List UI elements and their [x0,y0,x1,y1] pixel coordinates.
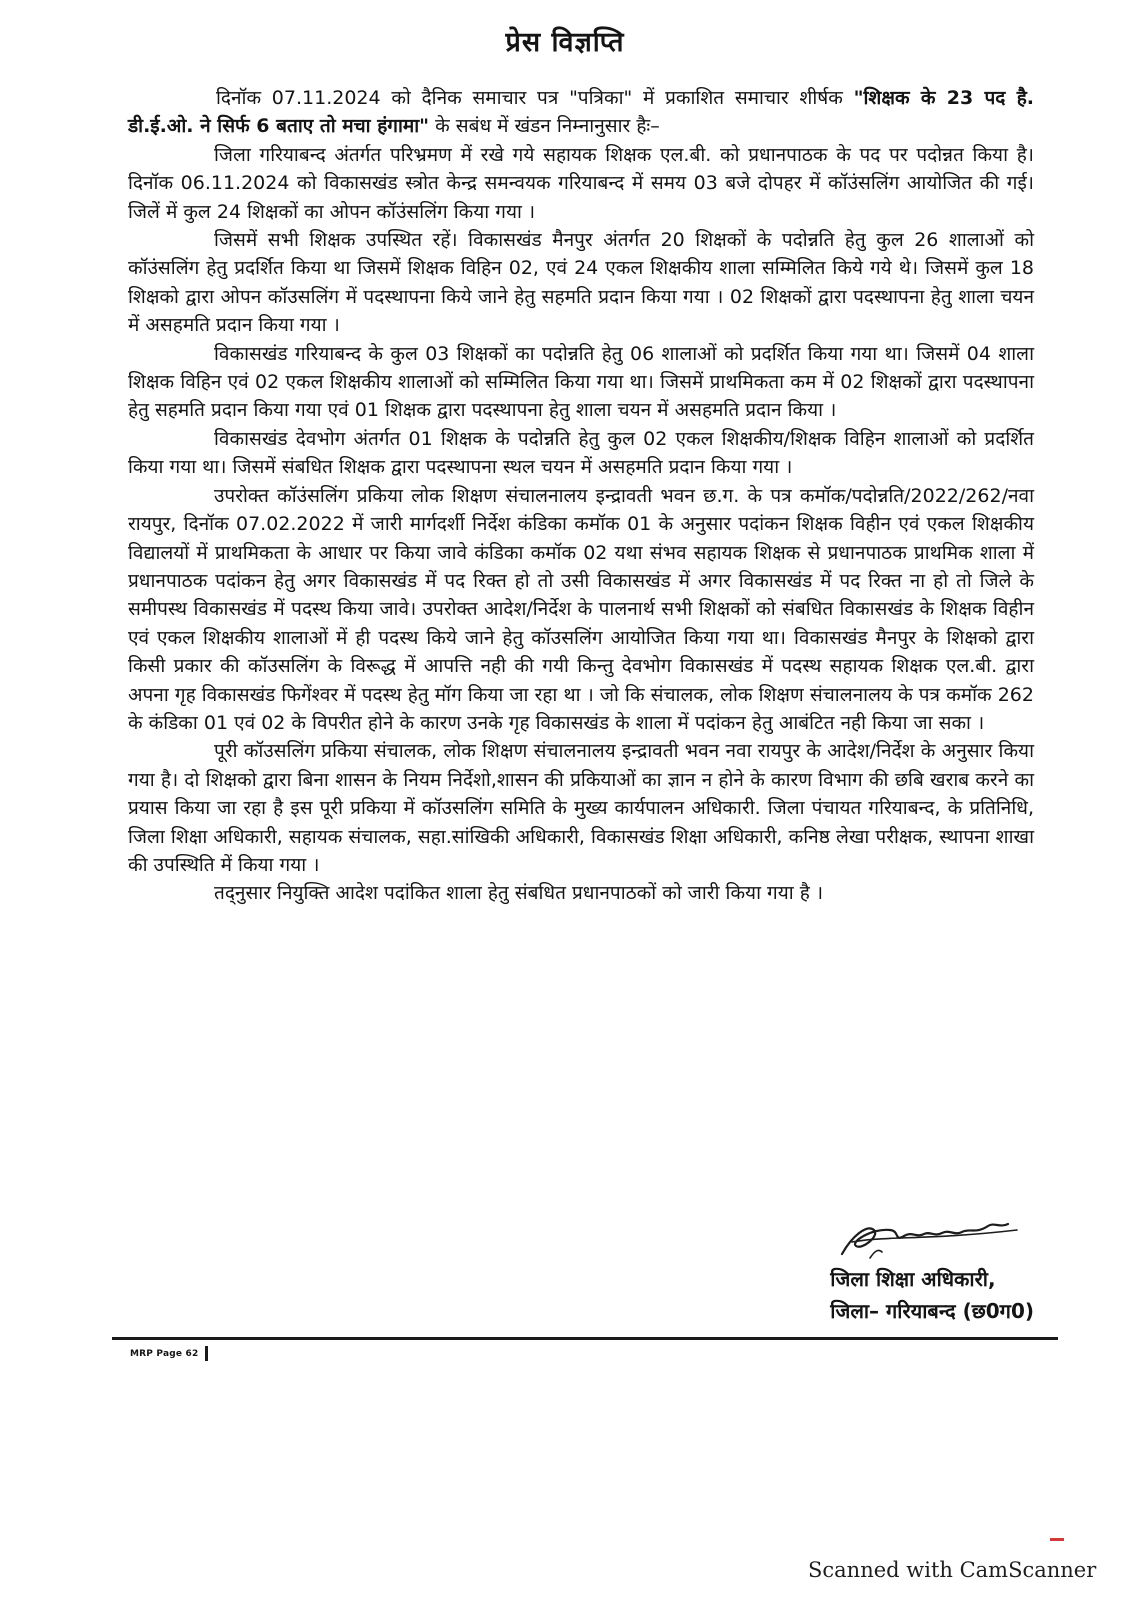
page-title: प्रेस विज्ञप्ति [505,27,625,58]
news-headline: "शिक्षक के 23 पद है. डी.ई.ओ. ने सिर्फ 6 बताए तो मचा हंगामा" [128,87,1034,138]
intro-text-after: के सबंध में खंडन निम्नानुसार हैः– [429,115,660,138]
signatory-district: जिला– गरियाबन्द (छ0ग0) [830,1299,1034,1323]
signatory-designation: जिला शिक्षा अधिकारी, [830,1267,996,1291]
signatory-block [830,1263,1034,1327]
page-code: MRP Page 62 [130,1349,199,1359]
paragraph-counselling: जिला गरियाबन्द अंतर्गत परिभ्रमण में रखे गये सहायक शिक्षक एल.बी. को प्रधानपाठक के पद पर पदोन्नत किया है। दिनॉक 06.11.2024 को विकासखंड स्त्रोत केन्द्र समन्वयक गरियाबन्द में समय 03 बजे दोपहर में कॉउंसलिंग आयोजित की गई। जिलें में कुल 24 शिक्षकों का ओपन कॉउंसलिंग किया गया । [128,143,1034,223]
paragraph-devbhog: विकासखंड देवभोग अंतर्गत 01 शिक्षक के पदोन्नति हेतु कुल 02 एकल शिक्षकीय/शिक्षक विहिन शालाओं को प्रदर्शित किया गया था। जिसमें संबधित शिक्षक द्वारा पदस्थापना स्थल चयन में असहमति प्रदान किया गया । [128,427,1034,479]
page-code-marker [205,1346,208,1361]
paragraph-mainpur: जिसमें सभी शिक्षक उपस्थित रहें। विकासखंड मैनपुर अंतर्गत 20 शिक्षकों के पदोन्नति हेतु कुल 26 शालाओं को कॉउंसलिंग हेतु प्रदर्शित किया था जिसमें शिक्षक विहिन 02, एवं 24 एकल शिक्षकीय शाला सम्मिलित किये गये थे। जिसमें कुल 18 शिक्षको द्वारा ओपन कॉउसलिंग में पदस्थापना किये जाने हेतु सहमति प्रदान किया गया । 02 शिक्षकों द्वारा पदस्थापना हेतु शाला चयन में असहमति प्रदान किया गया । [128,229,1034,337]
scan-mark [1050,1538,1064,1541]
paragraph-process: पूरी कॉउसलिंग प्रकिया संचालक, लोक शिक्षण संचालनालय इन्द्रावती भवन नवा रायपुर के आदेश/निर्देश के अनुसार किया गया है। दो शिक्षको द्वारा बिना शासन के नियम निर्देशो,शासन की प्रकियाओं का ज्ञान न होने के कारण विभाग की छबि खराब करने का प्रयास किया जा रहा है इस पूरी प्रकिया में कॉउसलिंग समिति के मुख्य कार्यपालन अधिकारी. जिला पंचायत गरियाबन्द, के प्रतिनिधि, जिला शिक्षा अधिकारी, सहायक संचालक, सहा.सांखिकी अधिकारी, विकासखंड शिक्षा अधिकारी, कनिष्ठ लेखा परीक्षक, स्थापना शाखा की उपस्थिति में किया गया । [128,740,1034,876]
footer-divider [112,1337,1058,1340]
paragraph-gariyaband: विकासखंड गरियाबन्द के कुल 03 शिक्षकों का पदोन्नति हेतु 06 शालाओं को प्रदर्शित किया गया था। जिसमें 04 शाला शिक्षक विहिन एवं 02 एकल शिक्षकीय शालाओं को सम्मिलित किया गया था। जिसमें प्राथमिकता कम में 02 शिक्षकों द्वारा पदस्थापना हेतु सहमति प्रदान किया गया एवं 01 शिक्षक द्वारा पदस्थापना हेतु शाला चयन में असहमति प्रदान किया । [128,342,1034,422]
release-body [128,84,1034,908]
paragraph-guidelines: उपरोक्त कॉउंसलिंग प्रकिया लोक शिक्षण संचालनालय इन्द्रावती भवन छ.ग. के पत्र कमॉक/पदोन्नति/2022/262/नवा रायपुर, दिनॉक 07.02.2022 में जारी मार्गदर्शी निर्देश कंडिका कमॉक 01 के अनुसार पदांकन शिक्षक विहीन एवं एकल शिक्षकीय विद्यालयों में प्राथमिकता के आधार पर किया जावे कंडिका कमॉक 02 यथा संभव सहायक शिक्षक से प्रधानपाठक प्राथमिक शाला में प्रधानपाठक पदांकन हेतु अगर विकासखंड में पद रिक्त हो तो उसी विकासखंड में अगर विकासखंड में पद रिक्त ना हो तो जिले के समीपस्थ विकासखंड में पदस्थ किया जावे। उपरोक्त आदेश/निर्देश के पालनार्थ सभी शिक्षकों को संबधित विकासखंड के शिक्षक विहीन एवं एकल शिक्षकीय शालाओं में ही पदस्थ किये जाने हेतु कॉउसलिंग आयोजित किया गया था। विकासखंड मैनपुर के शिक्षको द्वारा किसी प्रकार की कॉउसलिंग के विरूद्ध में आपत्ति नही की गयी किन्तु देवभोग विकासखंड में पदस्थ सहायक शिक्षक एल.बी. द्वारा अपना गृह विकासखंड फिगेंश्वर में पदस्थ हेतु मॉग किया जा रहा था । जो कि संचालक, लोक शिक्षण संचालनालय के पत्र कमॉक 262 के कंडिका 01 एवं 02 के विपरीत होने के कारण उनके गृह विकासखंड के शाला में पदांकन हेतु आबंटित नही किया जा सका । [128,484,1034,734]
intro-text-before: दिनॉक 07.11.2024 को दैनिक समाचार पत्र "पत्रिका" में प्रकाशित समाचार शीर्षक [216,87,854,109]
scanner-watermark: Scanned with CamScanner [808,1558,1097,1582]
intro-paragraph [128,84,1034,141]
paragraph-conclusion: तद्नुसार नियुक्ति आदेश पदांकित शाला हेतु संबधित प्रधानपाठकों को जारी किया गया है । [214,882,824,905]
handwritten-signature [812,1206,1022,1266]
